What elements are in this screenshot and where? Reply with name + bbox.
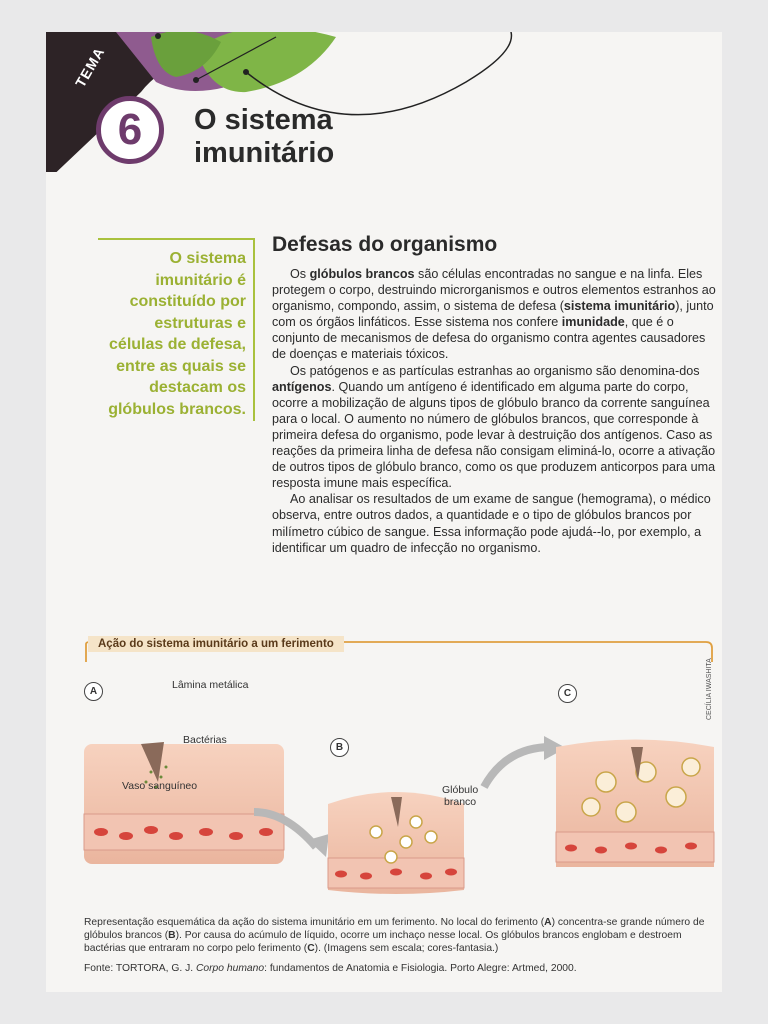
label-lamina-metalica: Lâmina metálica [172,679,249,691]
panel-b-label: B [330,738,349,757]
title-line-2: imunitário [194,137,335,169]
panel-a-drawing [84,742,284,864]
label-vaso-sanguineo: Vaso sanguíneo [122,780,198,792]
callout-border-top [98,238,255,240]
paragraph-3: Ao analisar os resultados de um exame de sangue (hemograma), o médico observa, entre outros dados, a quantidade e o tipo de glóbulos brancos por milímetro cúbico de sangue. Essa informação pode ajudá--lo, por exemplo, a identificar um quadro de infecção no organismo. [272,492,711,555]
callout-text: O sistema imunitário é constituído por estruturas e células de defesa, entre as quais se destacam os glóbulos brancos. [108,250,246,418]
paragraph-1: Os glóbulos brancos são células encontradas no sangue e na linfa. Eles protegem o corpo, destruindo microrganismos e outros elementos estranhos ao organismo, compondo, assim, o sistema de defesa (sistema imunitário), junto com os órgãos linfáticos. Esse sistema nos confere imunidade, que é o conjunto de mecanismos de defesa do organismo contra agentes causadores de doenças e materiais tóxicos. [272,267,716,362]
sidebar-callout [98,238,255,421]
callout-border-right [253,238,255,421]
label-globulo-branco: Glóbulo branco [442,784,479,808]
label-bacterias: Bactérias [183,734,227,746]
tema-label: TEMA [72,44,108,90]
figure-caption: Representação esquemática da ação do sistema imunitário em um ferimento. No local do ferimento (A) concentra-se grande número de glóbulos brancos (B). Por causa do acúmulo de líquido, ocorre um inchaço nesse local. Os glóbulos brancos englobam e destroem bactérias que entraram no corpo pelo ferimento (C). (Imagens sem escala; cores-fantasia.) [84,917,705,954]
body-text [272,266,716,556]
panel-c-label: C [558,684,577,703]
title-line-1: O sistema [194,104,333,136]
section-title: Defesas do organismo [272,233,498,256]
figure-source: Fonte: TORTORA, G. J. Corpo humano: fundamentos de Anatomia e Fisiologia. Porto Alegre: Artmed, 2000. [84,963,577,974]
illustration-credit: CECÍLIA IWASHITA [706,658,713,720]
tema-number-badge: 6 [96,96,164,164]
panel-a-label: A [84,682,103,701]
panel-c-drawing [556,740,714,868]
figure-title: Ação do sistema imunitário a um ferimento [88,636,344,652]
paragraph-2: Os patógenos e as partículas estranhas ao organismo são denomina-dos antígenos. Quando um antígeno é identificado em alguma parte do corpo, ocorre a mobilização de alguns tipos de glóbulo branco da corrente sanguínea para o local. O aumento no número de glóbulos brancos, que corresponde à primeira defesa do organismo, pode levar à destruição dos antígenos. Caso as reações da primeira linha de defesa não consigam eliminá-lo, ocorre a ativação de outros tipos de glóbulo branco, como os que produzem anticorpos para uma resposta imune mais específica. [272,363,716,491]
page-title [194,104,454,170]
textbook-page [46,32,722,992]
